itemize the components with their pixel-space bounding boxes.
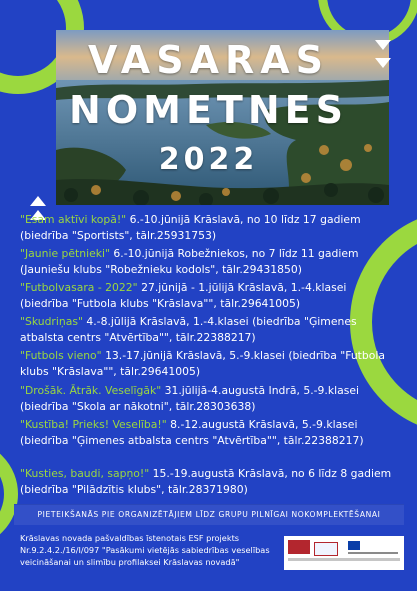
camp-details: 8.-12.augustā Krāslavā, 5.-9.klasei (biedrība "Ģimenes atbalsta centrs "Atvērtība"", tālr.22388217) <box>20 418 364 447</box>
camp-name: "Drošāk. Ātrāk. Veselīgāk" <box>20 384 162 397</box>
registration-banner: PIETEIKŠANĀS PIE ORGANIZĒTĀJIEM LĪDZ GRUPU PILNĪGAI NOKOMPLEKTĒŠANAI <box>14 504 404 525</box>
camp-name: "Kustība! Prieks! Veselība!" <box>20 418 167 431</box>
camp-item <box>20 246 395 278</box>
camp-details: 13.-17.jūnijā Krāslavā, 5.-9.klasei (biedrība "Futbola klubs "Krāslava"", tālr.29641005) <box>20 349 385 378</box>
latvia-flag-logo-icon <box>314 542 338 556</box>
camp-name: "Futbolvasara - 2022" <box>20 281 138 294</box>
camp-item <box>20 348 395 380</box>
camp-item <box>20 280 395 312</box>
camp-name: "Kusties, baudi, sapņo!" <box>20 467 150 480</box>
title-line-1: VASARAS <box>87 38 330 82</box>
title-line-3: 2022 <box>158 142 259 177</box>
camp-name: "Esam aktīvi kopā!" <box>20 213 127 226</box>
camp-details: 27.jūnijā - 1.jūlijā Krāslavā, 1.-4.klasei (biedrība "Futbola klubs "Krāslava"", tālr.29641005) <box>20 281 347 310</box>
camp-details: 31.jūlijā-4.augustā Indrā, 5.-9.klasei (biedrība "Skola ar nākotni", tālr.28303638) <box>20 384 359 413</box>
eu-flag-icon <box>348 541 360 550</box>
municipality-logo-icon <box>288 540 310 554</box>
camp-item <box>20 314 395 346</box>
decor-triangle-icon <box>30 196 46 206</box>
camp-item <box>20 417 395 449</box>
eu-fund-caption-mark <box>348 552 398 554</box>
camp-details: 6.-10.jūnijā Robežniekos, no 7 līdz 11 gadiem (Jauniešu klubs "Robežnieku kodols", tālr.29431850) <box>20 247 359 276</box>
camp-item <box>20 466 395 498</box>
camp-name: "Skudriņas" <box>20 315 83 328</box>
camp-name: "Jaunie pētnieki" <box>20 247 110 260</box>
camp-name: "Futbols vieno" <box>20 349 102 362</box>
camp-details: 15.-19.augustā Krāslavā, no 6 līdz 8 gadiem (biedrība "Pilādzītis klubs", tālr.28371980) <box>20 467 392 496</box>
project-footer-text: Krāslavas novada pašvaldības īstenotais ESF projekts Nr.9.2.4.2./16/I/097 "Pasākumi vietējās sabiedrības veselības veicināšanai un slimību profilaksei Krāslavas novadā" <box>20 533 270 567</box>
camp-item <box>20 383 395 415</box>
camp-item <box>20 212 395 244</box>
camp-details: 6.-10.jūnijā Krāslavā, no 10 līdz 17 gadiem (biedrība "Sportists", tālr.25931753) <box>20 213 361 242</box>
title-line-2: NOMETNES <box>69 88 348 132</box>
sponsor-logos <box>284 536 404 570</box>
decor-ring-bottom-left <box>0 440 18 548</box>
investment-caption-mark <box>288 558 400 561</box>
camp-details: 4.-8.jūlijā Krāslavā, 1.-4.klasei (biedrība "Ģimenes atbalsta centrs "Atvērtība"", tālr.22388217) <box>20 315 357 344</box>
